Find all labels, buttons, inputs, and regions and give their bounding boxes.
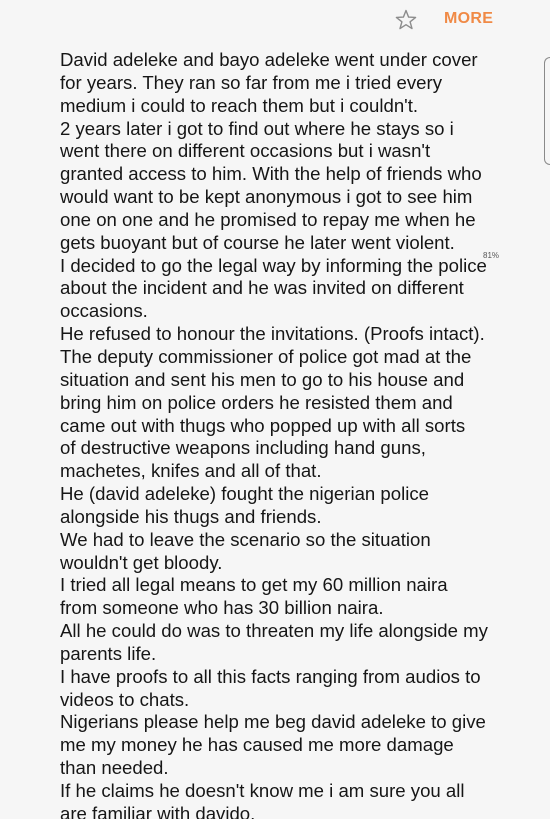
- message-toolbar: [0, 0, 550, 40]
- message-line: Nigerians please help me beg david adeleke to give: [60, 711, 486, 733]
- message-line: wouldn't get bloody.: [60, 551, 223, 573]
- message-line: about the incident and he was invited on different: [60, 277, 464, 299]
- message-line: alongside his thugs and friends.: [60, 505, 322, 527]
- message-line: are familiar with davido.: [60, 802, 256, 819]
- message-line: came out with thugs who popped up with all sorts: [60, 414, 466, 436]
- message-line: The deputy commissioner of police got mad at the: [60, 345, 472, 367]
- message-line: would want to be kept anonymous i got to see him: [60, 186, 473, 208]
- message-line: occasions.: [60, 300, 148, 322]
- star-icon[interactable]: [394, 8, 418, 32]
- message-line: All he could do was to threaten my life alongside my: [60, 620, 488, 642]
- message-line: gets buoyant but of course he later went violent.: [60, 231, 455, 253]
- message-line: me my money he has caused me more damage: [60, 734, 454, 756]
- message-line: bring him on police orders he resisted them and: [60, 391, 453, 413]
- message-line: parents life.: [60, 642, 157, 664]
- message-line: I have proofs to all this facts ranging from audios to: [60, 665, 481, 687]
- message-line: from someone who has 30 billion naira.: [60, 597, 384, 619]
- scroll-handle[interactable]: [544, 57, 550, 165]
- message-line: granted access to him. With the help of friends who: [60, 163, 482, 185]
- message-line: I tried all legal means to get my 60 million naira: [60, 574, 448, 596]
- message-line: David adeleke and bayo adeleke went under cover: [60, 49, 478, 70]
- message-line: situation and sent his men to go to his house and: [60, 368, 465, 390]
- message-line: for years. They ran so far from me i tried every: [60, 71, 442, 93]
- message-line: 2 years later i got to find out where he stays so i: [60, 117, 454, 139]
- message-line: one on one and he promised to repay me when he: [60, 208, 476, 230]
- message-line: I decided to go the legal way by informing the police: [60, 254, 487, 276]
- more-button[interactable]: MORE: [444, 10, 494, 27]
- message-line: medium i could to reach them but i couldn't.: [60, 94, 419, 116]
- zoom-level-label: 81%: [483, 251, 500, 260]
- message-line: went there on different occasions but i wasn't: [60, 140, 431, 162]
- message-line: machetes, knifes and all of that.: [60, 460, 322, 482]
- message-body: [60, 49, 500, 819]
- message-line: He refused to honour the invitations. (Proofs intact).: [60, 323, 485, 345]
- message-line: If he claims he doesn't know me i am sure you all: [60, 780, 465, 801]
- message-line: videos to chats.: [60, 688, 190, 710]
- message-line: We had to leave the scenario so the situation: [60, 528, 431, 550]
- message-line: He (david adeleke) fought the nigerian police: [60, 483, 430, 505]
- message-line: of destructive weapons including hand guns,: [60, 437, 426, 459]
- message-line: than needed.: [60, 757, 169, 779]
